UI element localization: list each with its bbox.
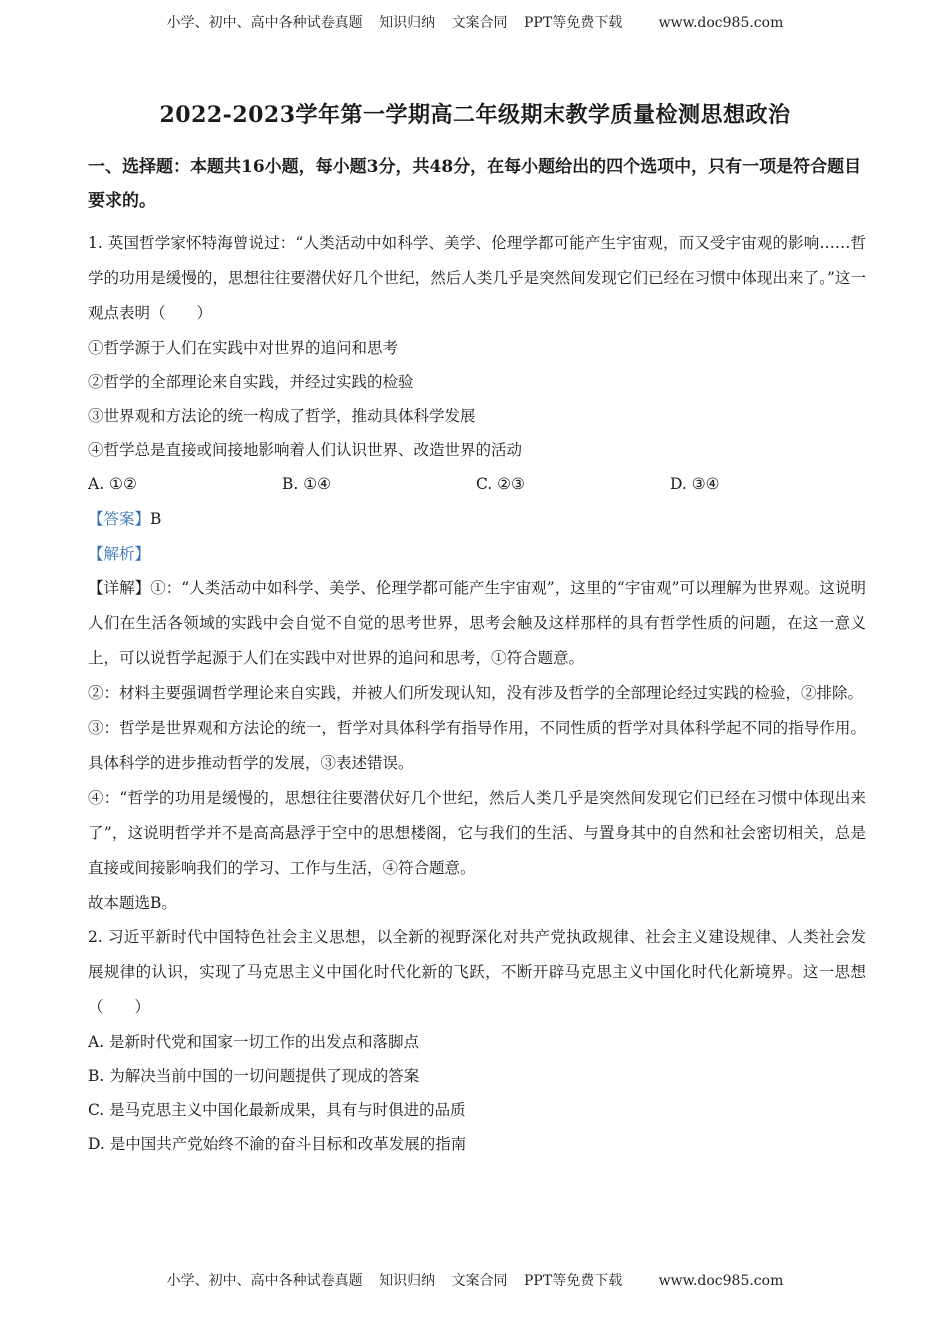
question-1-options [88, 467, 866, 502]
question-1-answer [88, 502, 866, 537]
question-2-option-d: D. 是中国共产党始终不渝的奋斗目标和改革发展的指南 [88, 1135, 467, 1153]
question-1 [88, 226, 866, 920]
question-1-option-b: B. ①④ [282, 475, 332, 493]
question-1-option-d: D. ③④ [670, 475, 720, 493]
answer-tag: 【答案】 [88, 510, 151, 528]
page-title: 2022-2023学年第一学期高二年级期末教学质量检测思想政治 [159, 102, 791, 128]
header-contract-text: 文案合同 [451, 15, 508, 31]
header-ppt-text: PPT等免费下载 [524, 15, 623, 31]
question-1-analysis [88, 537, 866, 571]
footer-url-link[interactable]: www.doc985.com [658, 1273, 784, 1289]
question-2-option-a: A. 是新时代党和国家一切工作的出发点和落脚点 [88, 1033, 420, 1051]
question-1-statement-4: ④哲学总是直接或间接地影响着人们认识世界、改造世界的活动 [88, 441, 523, 459]
question-2-option-c: C. 是马克思主义中国化最新成果，具有与时俱进的品质 [88, 1101, 466, 1119]
page-footer [0, 1270, 950, 1290]
footer-left-text: 小学、初中、高中各种试卷真题 [166, 1273, 363, 1289]
document-body [88, 150, 866, 1161]
answer-value: B [150, 510, 162, 528]
question-1-detail-2: ②：材料主要强调哲学理论来自实践，并被人们所发现认知，没有涉及哲学的全部理论经过实践的检验，②排除。 [88, 684, 864, 702]
question-1-statement-1: ①哲学源于人们在实践中对世界的追问和思考 [88, 339, 399, 357]
detail-tag: 【详解】 [88, 579, 151, 597]
question-1-statement-3: ③世界观和方法论的统一构成了哲学，推动具体科学发展 [88, 407, 476, 425]
question-1-detail-1 [88, 571, 866, 676]
analysis-tag: 【解析】 [88, 545, 151, 563]
header-knowledge-text: 知识归纳 [379, 15, 436, 31]
header-left-text: 小学、初中、高中各种试卷真题 [166, 15, 363, 31]
footer-knowledge-text: 知识归纳 [379, 1273, 436, 1289]
question-1-detail-3: ③：哲学是世界观和方法论的统一，哲学对具体科学有指导作用，不同性质的哲学对具体科学起不同的指导作用。具体科学的进步推动哲学的发展，③表述错误。 [88, 719, 866, 772]
header-url-link[interactable]: www.doc985.com [658, 15, 784, 31]
question-2 [88, 920, 866, 1161]
question-2-stem: 2. 习近平新时代中国特色社会主义思想，以全新的视野深化对共产党执政规律、社会主义建设规律、人类社会发展规律的认识，实现了马克思主义中国化时代化新的飞跃，不断开辟马克思主义中国化时代化新境界。这一思想（ ） [88, 928, 866, 1016]
question-2-option-b: B. 为解决当前中国的一切问题提供了现成的答案 [88, 1067, 420, 1085]
page-header [0, 12, 950, 32]
question-1-detail-4: ④：“哲学的功用是缓慢的，思想往往要潜伏好几个世纪，然后人类几乎是突然间发现它们已经在习惯中体现出来了”，这说明哲学并不是高高悬浮于空中的思想楼阁，它与我们的生活、与置身其中的自然和社会密切相关，总是直接或间接影响我们的学习、工作与生活，④符合题意。 [88, 789, 866, 877]
question-1-stem: 1. 英国哲学家怀特海曾说过：“人类活动中如科学、美学、伦理学都可能产生宇宙观，而又受宇宙观的影响……哲学的功用是缓慢的，思想往往要潜伏好几个世纪，然后人类几乎是突然间发现它们已经在习惯中体现出来了。”这一观点表明（ ） [88, 234, 866, 322]
question-1-option-a: A. ①② [88, 475, 137, 493]
section-heading: 一、选择题：本题共16小题，每小题3分，共48分，在每小题给出的四个选项中，只有一项是符合题目要求的。 [88, 157, 862, 211]
footer-ppt-text: PPT等免费下载 [524, 1273, 623, 1289]
question-1-statement-2: ②哲学的全部理论来自实践，并经过实践的检验 [88, 373, 414, 391]
question-1-option-c: C. ②③ [476, 475, 525, 493]
detail-1-text: ①：“人类活动中如科学、美学、伦理学都可能产生宇宙观”，这里的“宇宙观”可以理解为世界观。这说明人们在生活各领域的实践中会自觉不自觉的思考世界，思考会触及这样那样的具有哲学性质的问题，在这一意义上，可以说哲学起源于人们在实践中对世界的追问和思考，①符合题意。 [88, 579, 866, 667]
question-1-conclusion: 故本题选B。 [88, 894, 177, 912]
footer-contract-text: 文案合同 [451, 1273, 508, 1289]
